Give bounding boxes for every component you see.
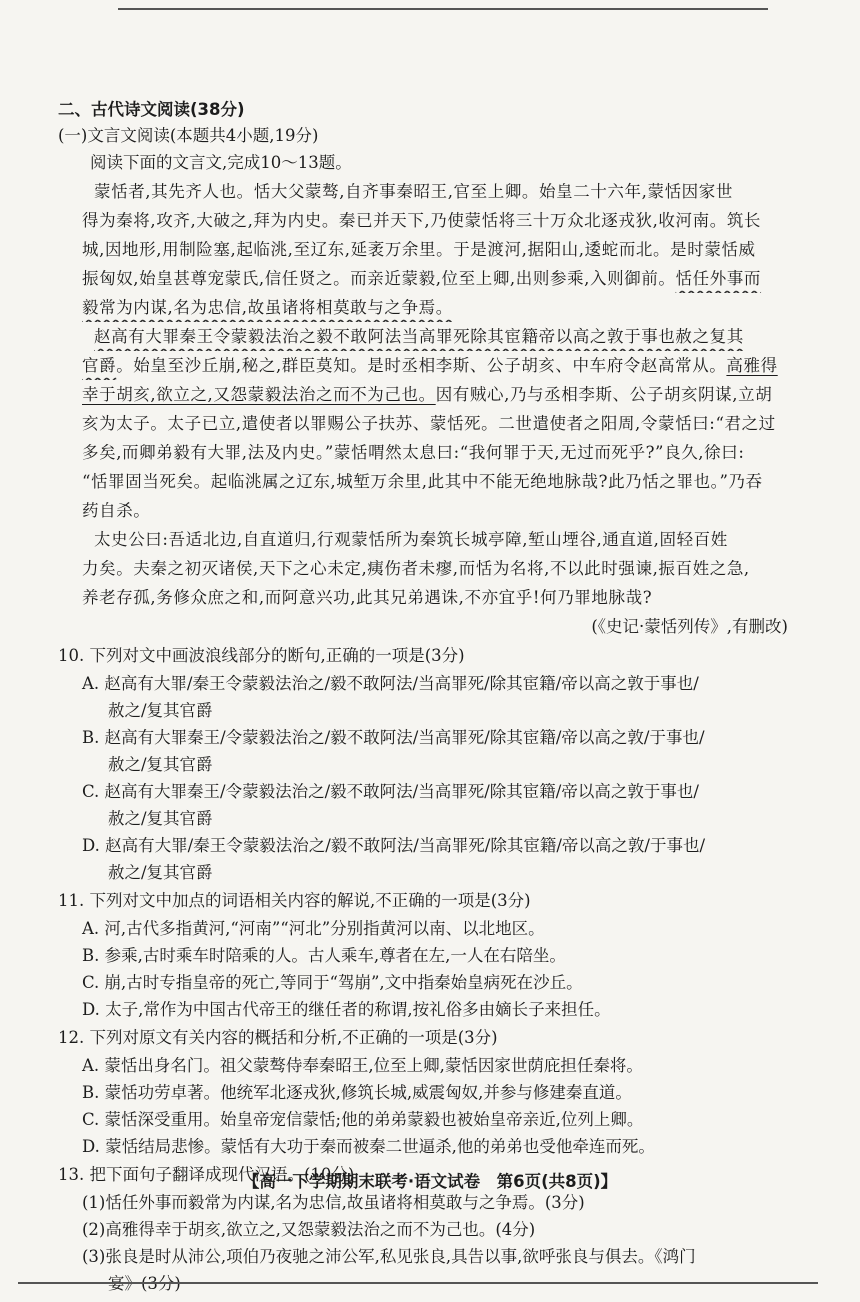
option-b: B. 参乘,古时乘车时陪乘的人。古人乘车,尊者在左,一人在右陪坐。 [82,946,566,965]
option-a: A. 赵高有大罪/秦王令蒙毅法治之/毅不敢阿法/当高罪死/除其宦籍/帝以高之敦于事也/ [82,674,699,693]
passage-line: 城,因地形,用制险塞,起临洮,至辽东,延袤万余里。于是渡河,据阳山,逶蛇而北。是时蒙恬威 [82,240,756,259]
option-c: C. 蒙恬深受重用。始皇帝宠信蒙恬;他的弟弟蒙毅也被始皇帝亲近,位列上卿。 [82,1110,644,1129]
option-d: D. 太子,常作为中国古代帝王的继任者的称谓,按礼俗多由嫡长子来担任。 [82,1000,611,1019]
option-b-continued: 赦之/复其官爵 [108,755,213,774]
passage-line: 力矣。夫秦之初灭诸侯,天下之心未定,痍伤者未瘳,而恬为名将,不以此时强谏,振百姓之急, [82,559,750,578]
translation-item-1: (1)恬任外事而毅常为内谋,名为忠信,故虽诸将相莫敢与之争焉。(3分) [82,1193,585,1212]
top-divider [118,8,768,10]
passage-line: “恬罪固当死矣。起临洮属之辽东,城堑万余里,此其中不能无绝地脉哉?此乃恬之罪也。”乃吞 [82,472,763,491]
passage-segment: 因有贼心,乃与丞相李斯、公子胡亥阴谋,立胡 [435,385,773,404]
question-stem: 10. 下列对文中画波浪线部分的断句,正确的一项是(3分) [58,646,465,665]
option-a: A. 河,古代多指黄河,“河南”“河北”分别指黄河以南、以北地区。 [82,919,545,938]
option-d: D. 赵高有大罪/秦王令蒙毅法治之/毅不敢阿法/当高罪死/除其宦籍/帝以高之敦/于事也/ [82,836,706,855]
question-11 [58,886,798,1023]
reading-instruction: 阅读下面的文言文,完成10～13题。 [90,153,352,172]
passage-line: 得为秦将,攻齐,大破之,拜为内史。秦已并天下,乃使蒙恬将三十万众北逐戎狄,收河南。筑长 [82,211,762,230]
page-footer: 【高一下学期期末联考·语文试卷 第6页(共8页)】 [242,1172,618,1191]
option-c: C. 赵高有大罪秦王/令蒙毅法治之/毅不敢阿法/当高罪死/除其宦籍/帝以高之敦于事也/ [82,782,699,801]
wavy-underline-segment: 毅常为内谋,名为忠信,故虽诸将相莫敢与之争焉。 [82,298,453,317]
wavy-underline-segment: 恬任外事而 [675,269,762,288]
translation-item-3: (3)张良是时从沛公,项伯乃夜驰之沛公军,私见张良,具告以事,欲呼张良与俱去。《鸿门 [82,1247,696,1266]
question-stem: 12. 下列对原文有关内容的概括和分析,不正确的一项是(3分) [58,1028,498,1047]
option-b: B. 蒙恬功劳卓著。他统军北逐戎狄,修筑长城,威震匈奴,并参与修建秦直道。 [82,1083,632,1102]
section-title: 二、古代诗文阅读(38分) [58,100,245,119]
passage-segment: 振匈奴,始皇甚尊宠蒙氏,信任贤之。而亲近蒙毅,位至上卿,出则参乘,入则御前。 [82,269,676,288]
question-stem: 13. 把下面句子翻译成现代汉语。(10分) [58,1165,355,1184]
wavy-underline-segment: 官爵 [82,356,117,375]
question-10 [58,641,798,886]
classical-passage [58,177,798,612]
option-a: A. 蒙恬出身名门。祖父蒙骜侍奉秦昭王,位至上卿,蒙恬因家世荫庇担任秦将。 [82,1056,643,1075]
passage-line: 养老存孤,务修众庶之和,而阿意兴功,此其兄弟遇诛,不亦宜乎!何乃罪地脉哉? [82,588,653,607]
passage-line: 亥为太子。太子已立,遣使者以罪赐公子扶苏、蒙恬死。二世遣使者之阳周,令蒙恬曰:“君之过 [82,414,776,433]
subsection-title: (一)文言文阅读(本题共4小题,19分) [58,126,319,145]
option-a-continued: 赦之/复其官爵 [108,701,213,720]
option-d-continued: 赦之/复其官爵 [108,863,213,882]
passage-line [82,322,798,351]
wavy-underline-segment: 赵高有大罪秦王令蒙毅法治之毅不敢阿法当高罪死除其宦籍帝以高之敦于事也赦之复其 [94,327,744,346]
bottom-divider [18,1282,818,1284]
passage-source: (《史记·蒙恬列传》,有删改) [591,617,788,636]
question-12 [58,1023,798,1160]
underlined-segment: 幸于胡亥,欲立之,又怨蒙毅法治之而不为己也。 [82,385,436,404]
option-c: C. 崩,古时专指皇帝的死亡,等同于“驾崩”,文中指秦始皇病死在沙丘。 [82,973,583,992]
question-stem: 11. 下列对文中加点的词语相关内容的解说,不正确的一项是(3分) [58,891,531,910]
passage-segment: 。始皇至沙丘崩,秘之,群臣莫知。是时丞相李斯、公子胡亥、中车府令赵高常从。 [116,356,727,375]
translation-item-2: (2)高雅得幸于胡亥,欲立之,又怨蒙毅法治之而不为己也。(4分) [82,1220,536,1239]
passage-line: 太史公曰:吾适北边,自直道归,行观蒙恬所为秦筑长城亭障,堑山堙谷,通直道,固轻百姓 [94,530,728,549]
passage-line: 药自杀。 [82,501,151,520]
passage-line [82,264,798,293]
option-c-continued: 赦之/复其官爵 [108,809,213,828]
passage-line [82,380,798,409]
underlined-segment: 高雅得 [726,356,778,375]
option-b: B. 赵高有大罪秦王/令蒙毅法治之/毅不敢阿法/当高罪死/除其宦籍/帝以高之敦/于事也/ [82,728,705,747]
option-d: D. 蒙恬结局悲惨。蒙恬有大功于秦而被秦二世逼杀,他的弟弟也受他牵连而死。 [82,1137,655,1156]
passage-line [82,293,798,322]
passage-line: 多矣,而卿弟毅有大罪,法及内史。”蒙恬喟然太息曰:“我何罪于天,无过而死乎?”良久,徐曰: [82,443,745,462]
passage-line [82,351,798,380]
passage-line: 蒙恬者,其先齐人也。恬大父蒙骜,自齐事秦昭王,官至上卿。始皇二十六年,蒙恬因家世 [94,182,733,201]
page-content [58,97,798,1297]
